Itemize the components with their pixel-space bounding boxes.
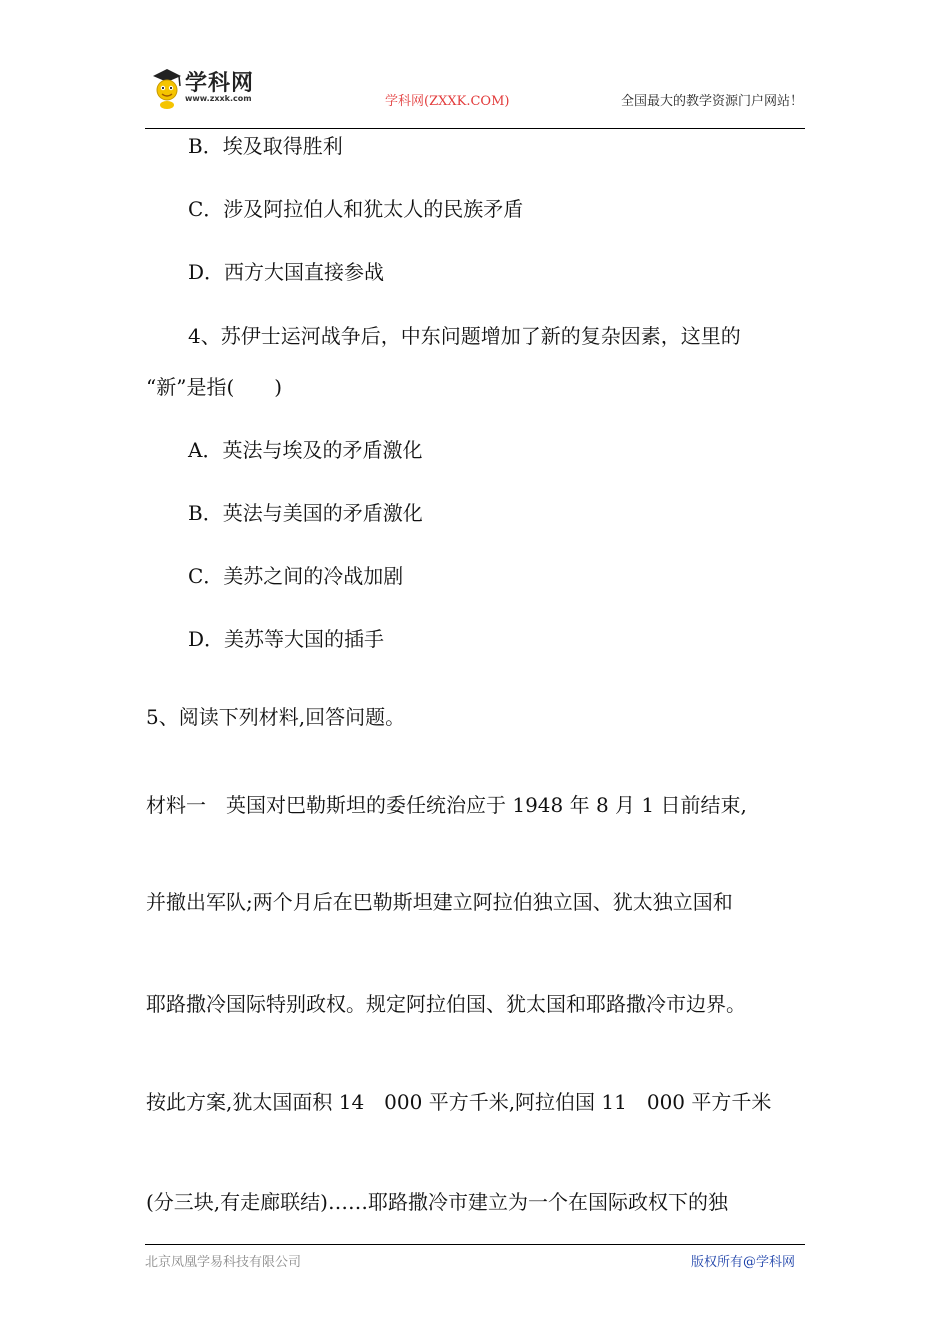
page-header [145, 62, 805, 129]
option-c-q3: C．涉及阿拉伯人和犹太人的民族矛盾 [188, 197, 524, 221]
option-b-q3: B．埃及取得胜利 [188, 134, 343, 158]
page-footer [145, 1244, 805, 1270]
material-1-line-3: 耶路撒冷国际特别政权。规定阿拉伯国、犹太国和耶路撒冷市边界。 [146, 992, 746, 1016]
option-d-q4: D．美苏等大国的插手 [188, 627, 385, 651]
question-4-text: 4、苏伊士运河战争后，中东问题增加了新的复杂因素，这里的 [188, 324, 741, 348]
material-1-line-1: 材料一 英国对巴勒斯坦的委任统治应于 1948 年 8 月 1 日前结束, [146, 793, 747, 817]
option-c-q4: C．美苏之间的冷战加剧 [188, 564, 404, 588]
footer-company: 北京凤凰学易科技有限公司 [145, 1255, 302, 1270]
question-5-text: 5、阅读下列材料,回答问题。 [146, 705, 406, 729]
option-b-q4: B．英法与美国的矛盾激化 [188, 501, 423, 525]
header-slogan: 全国最大的教学资源门户网站！ [620, 94, 803, 109]
option-d-q3: D．西方大国直接参战 [188, 260, 385, 284]
mascot-icon [149, 64, 185, 110]
logo-url: www.zxxk.com [185, 94, 252, 103]
question-4-text-cont: “新”是指( ) [146, 375, 283, 399]
logo-text: 学科网 [185, 71, 255, 96]
header-site-link[interactable]: 学科网(ZXXK.COM) [385, 94, 510, 109]
material-1-line-2: 并撤出军队;两个月后在巴勒斯坦建立阿拉伯独立国、犹太独立国和 [146, 890, 733, 914]
option-a-q4: A．英法与埃及的矛盾激化 [188, 438, 423, 462]
material-1-line-5: (分三块,有走廊联结)……耶路撒冷市建立为一个在国际政权下的独 [146, 1190, 728, 1214]
footer-copyright-link[interactable]: 版权所有@学科网 [690, 1255, 795, 1270]
site-logo[interactable] [149, 64, 269, 110]
material-1-line-4: 按此方案,犹太国面积 14 000 平方千米,阿拉伯国 11 000 平方千米 [146, 1090, 772, 1114]
